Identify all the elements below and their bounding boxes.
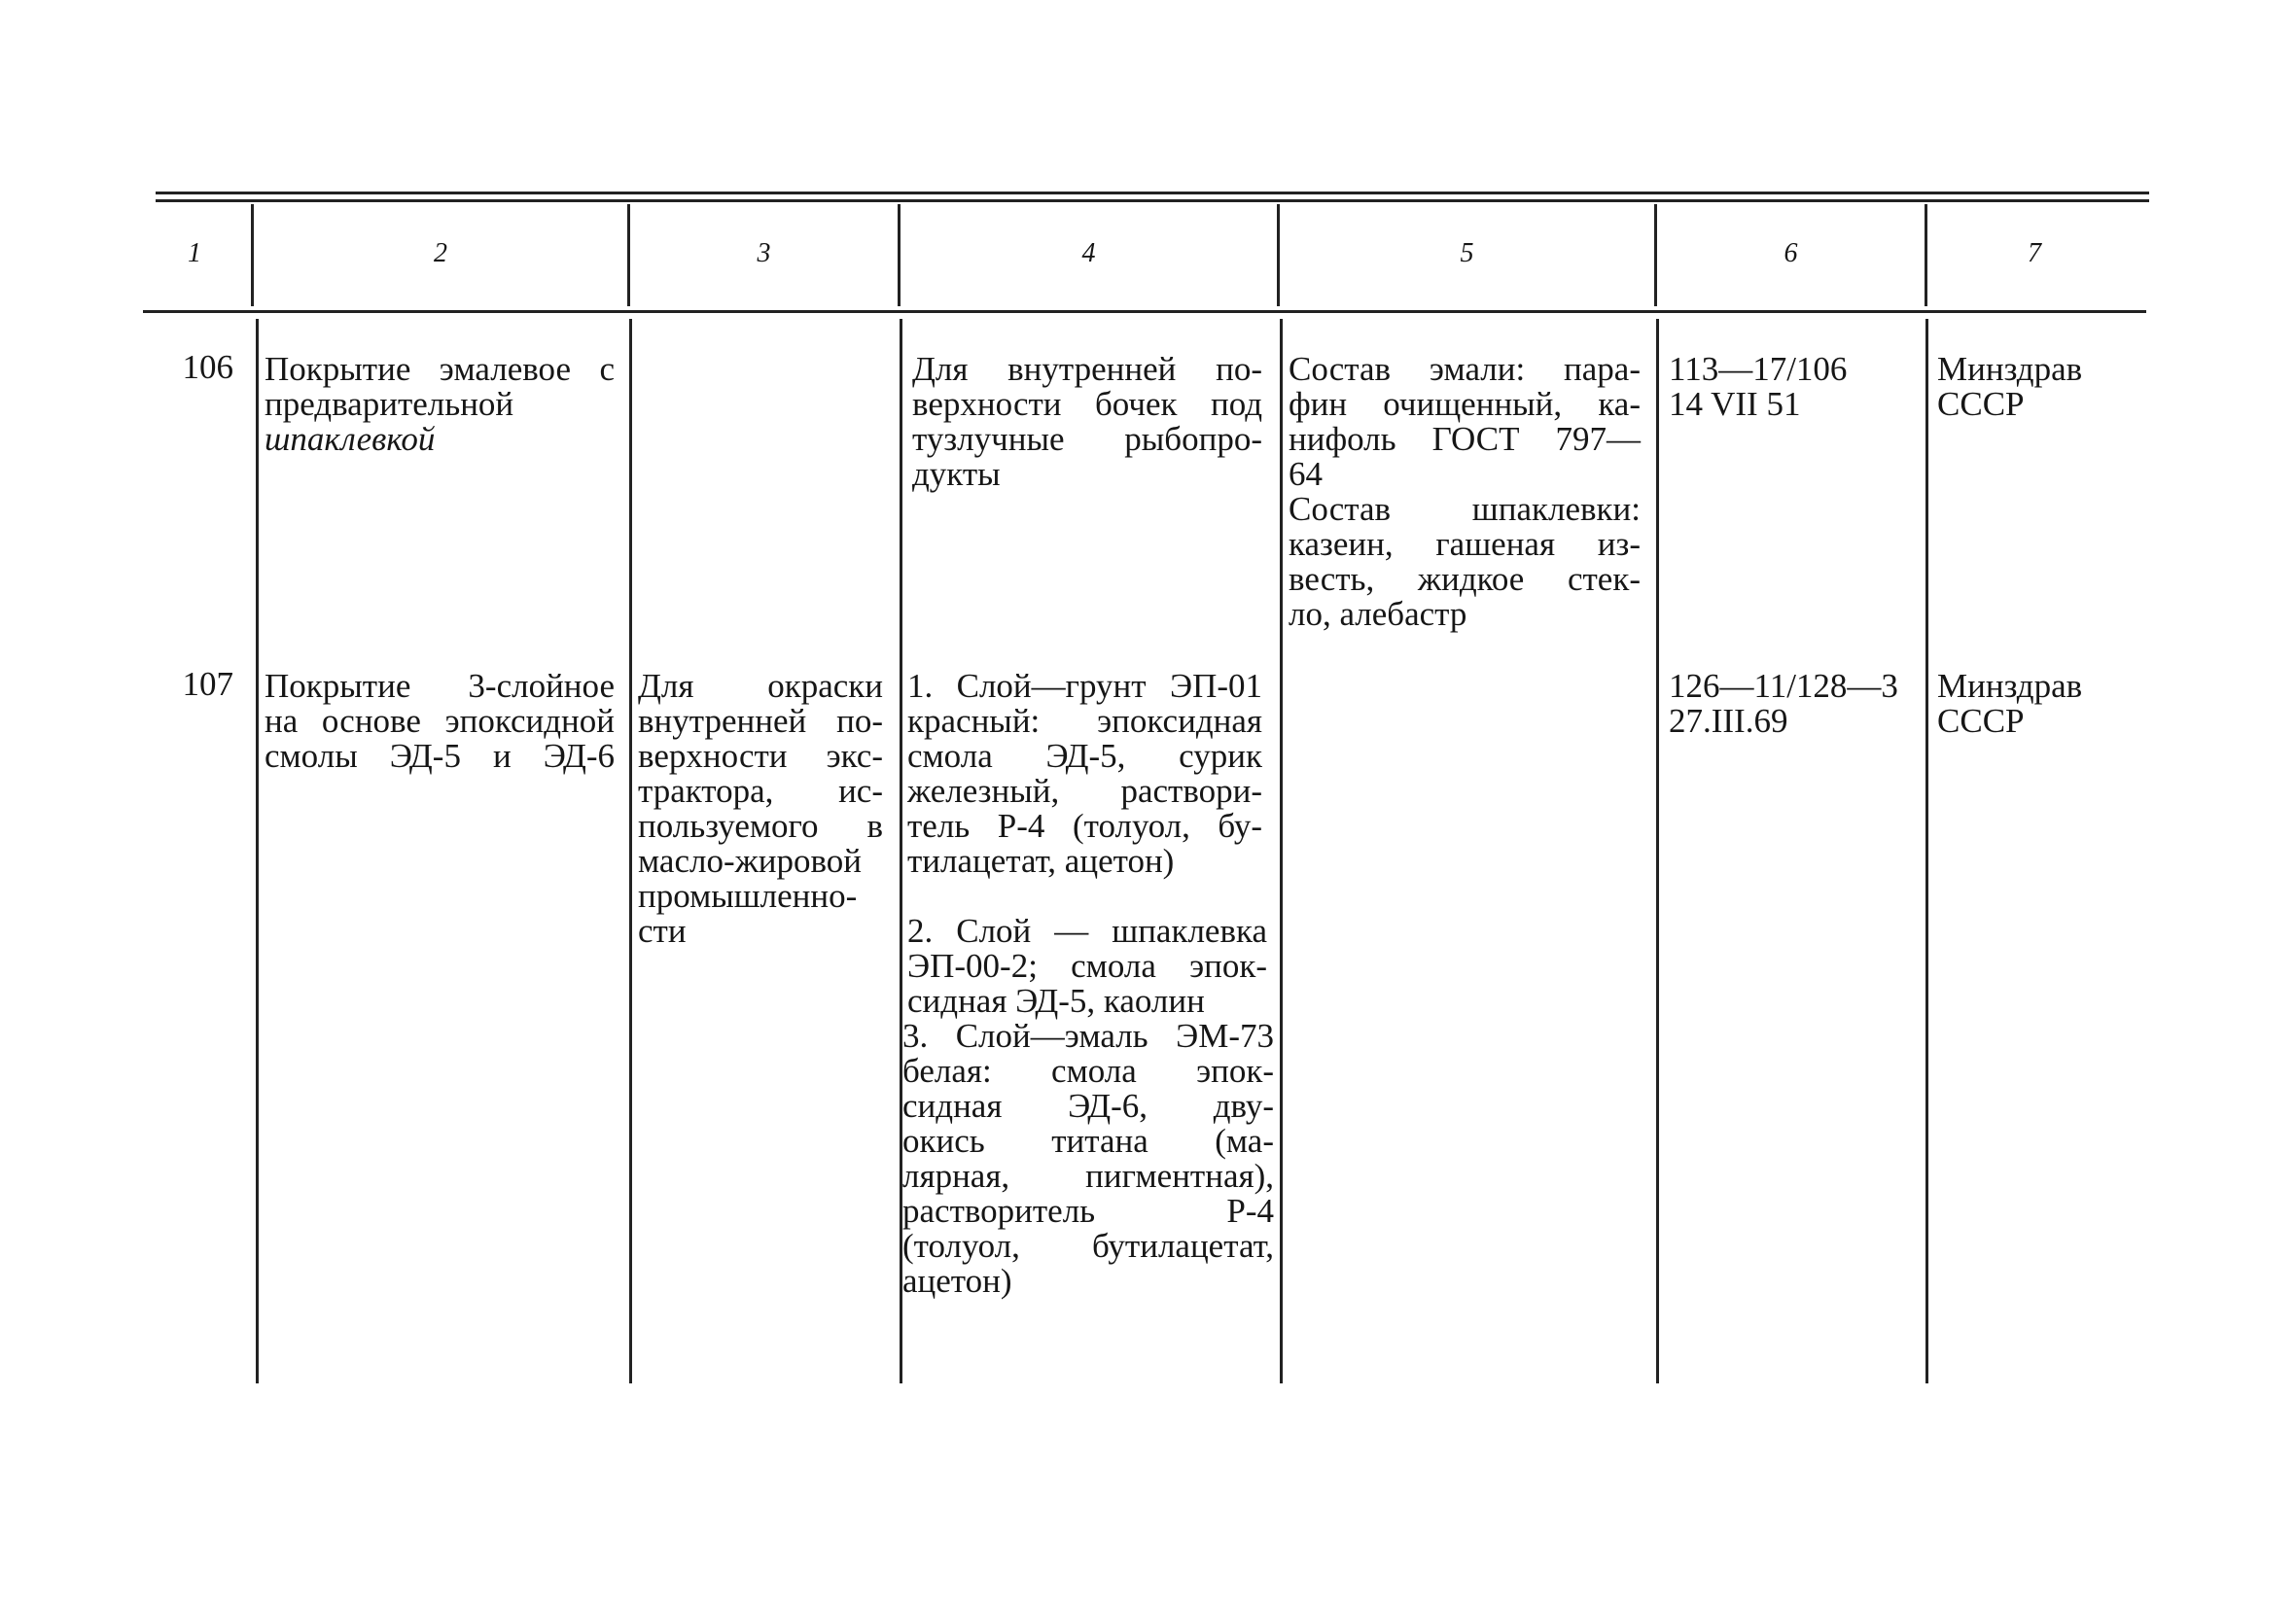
top-rule-1 [156,192,2149,194]
body-sep-4 [1280,319,1283,1383]
column-header-6: 6 [1784,238,1798,268]
row-106-permit: 113—17/106 14 VII 51 [1669,350,1848,423]
body-sep-6 [1925,319,1928,1383]
column-header-2: 2 [434,238,447,268]
row-106-composition: Для внутренней по- верхности бочек под тузлучные рыбопро- дукты [912,350,1262,493]
row-106-notes: Состав эмали: пара- фин очищенный, ка- нифоль ГОСТ 797— 64 Состав шпаклевки: казеин, гашеная из- весть, жидкое стек- ло, алебастр [1289,350,1641,633]
row-107-layer-2: 2. Слой — шпаклевка ЭП-00-2; смола эпок- сидная ЭД-5, каолин [907,912,1267,1020]
row-106-name: Покрытие эмалевое с предварительной шпаклевкой [265,350,615,458]
column-header-7: 7 [2028,238,2041,268]
row-107-permit: 126—11/128—3 27.III.69 [1669,667,1898,740]
body-sep-1 [256,319,259,1383]
row-107-authority: Минздрав СССР [1937,667,2083,740]
column-header-3: 3 [757,238,771,268]
row-106-number: 106 [182,348,233,386]
body-sep-2 [629,319,632,1383]
row-107-number: 107 [182,665,233,703]
column-header-1: 1 [188,238,201,268]
body-sep-5 [1656,319,1659,1383]
row-107-name: Покрытие 3-слойное на основе эпоксидной смолы ЭД-5 и ЭД-6 [265,667,615,775]
column-header-4: 4 [1081,238,1096,268]
column-header-5: 5 [1460,238,1474,268]
header-bottom-rule [143,310,2146,313]
row-107-layer-3: 3. Слой—эмаль ЭМ-73 белая: смола эпок- сидная ЭД-6, дву- окись титана (ма- лярная, пигментная), растворитель Р-4 (толуол, бутилацетат, ацетон) [902,1017,1274,1300]
row-107-layer-1: 1. Слой—грунт ЭП-01 красный: эпоксидная смола ЭД-5, сурик железный, раствори- тель Р-4 (толуол, бу- тилацетат, ацетон) [907,667,1262,880]
row-106-authority: Минздрав СССР [1937,350,2083,423]
top-rule-2 [156,199,2149,202]
row-107-purpose: Для окраски внутренней по- верхности экс- трактора, ис- пользуемого в масло-жировой промышленно- сти [638,667,883,950]
